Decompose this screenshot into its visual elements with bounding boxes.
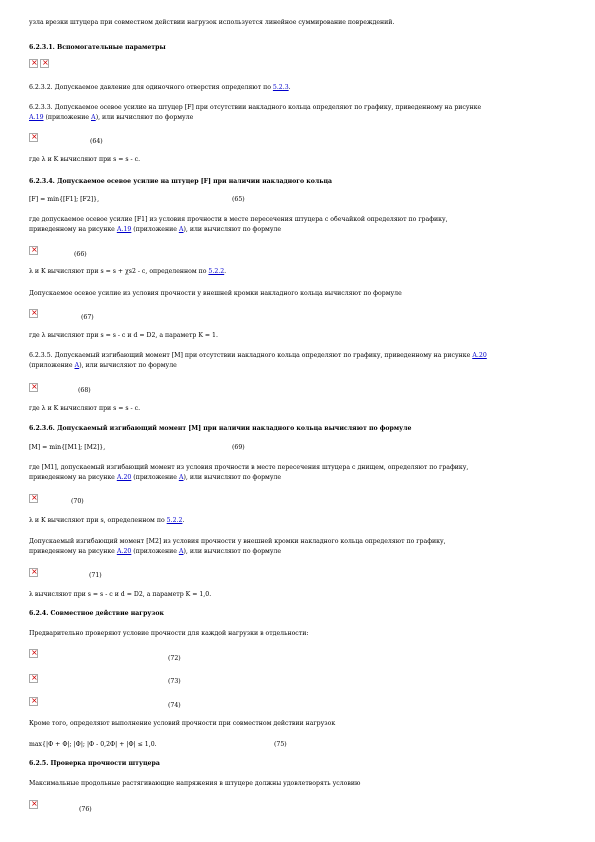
- equation-number: (69): [232, 444, 245, 451]
- section-heading-6234: 6.2.3.4. Допускаемое осевое усилие на штуцер [F] при наличии накладного кольца: [29, 178, 333, 185]
- formula-images: [29, 59, 49, 68]
- paragraph-6232: 6.2.3.2. Допускаемое давление для одиночного отверстия определяют по 5.2.3.: [29, 84, 291, 91]
- paragraph-line: приведенному на рисунке А.19 (приложение А), или вычисляют по формуле: [29, 226, 282, 233]
- equation-number: (72): [168, 655, 181, 662]
- link-appendix-a[interactable]: А: [74, 362, 80, 369]
- paragraph-line: узла врезки штуцера при совместном действии нагрузок используется линейное суммирование повреждений.: [29, 19, 395, 26]
- equation-number: (73): [168, 678, 181, 685]
- equation-number: (76): [79, 806, 92, 813]
- link-figure-a20[interactable]: А.20: [116, 474, 132, 481]
- where-line: λ вычисляют при s = s - c и d = D2, а параметр K = 1,0.: [29, 591, 212, 598]
- equation-number: (71): [89, 572, 102, 579]
- paragraph-6235: 6.2.3.5. Допускаемый изгибающий момент [M] при отсутствии накладного кольца определяют по графику, приведенному на рисунке А.20: [29, 352, 487, 359]
- broken-image-icon: [29, 674, 38, 683]
- section-heading-6236: 6.2.3.6. Допускаемый изгибающий момент [M] при наличии накладного кольца вычисляют по формуле: [29, 425, 412, 432]
- paragraph-line: приведенному на рисунке А.20 (приложение А), или вычисляют по формуле: [29, 548, 282, 555]
- paragraph-line: λ и K вычисляют при s, определенном по 5.2.2.: [29, 517, 185, 524]
- broken-image-icon: [29, 697, 38, 706]
- paragraph-6233: 6.2.3.3. Допускаемое осевое усилие на штуцер [F] при отсутствии накладного кольца определяют по графику, приведенному на рисунке: [29, 104, 482, 111]
- broken-image-icon: [29, 494, 38, 503]
- link-appendix-a[interactable]: А: [178, 474, 184, 481]
- equation-number: (65): [232, 196, 245, 203]
- equation-number: (64): [90, 138, 103, 145]
- section-heading-6231: 6.2.3.1. Вспомогательные параметры: [29, 44, 166, 51]
- link-appendix-a[interactable]: А: [178, 226, 184, 233]
- broken-image-icon: [29, 649, 38, 658]
- paragraph-line: Максимальные продольные растягивающие напряжения в штуцере должны удовлетворять условию: [29, 780, 361, 787]
- broken-image-icon: [29, 800, 38, 809]
- paragraph-line: где допускаемое осевое усилие [F1] из условия прочности в месте пересечения штуцера с обечайкой определяют по графику,: [29, 216, 448, 223]
- equation-number: (70): [71, 498, 84, 505]
- formula-line: max{|Ф + Ф|; |Ф|; |Ф - 0,2Ф| + |Ф| ≤ 1,0.: [29, 741, 157, 748]
- broken-image-icon: [40, 59, 49, 68]
- equation-number: (75): [274, 741, 287, 748]
- where-line: где λ вычисляют при s = s - c и d = D2, а параметр K = 1.: [29, 332, 218, 339]
- section-heading-624: 6.2.4. Совместное действие нагрузок: [29, 610, 164, 617]
- equation-number: (66): [74, 251, 87, 258]
- paragraph-line: λ и K вычисляют при s = s + χs2 - c, определенном по 5.2.2.: [29, 268, 227, 275]
- equation-number: (67): [81, 314, 94, 321]
- equation-number: (68): [78, 387, 91, 394]
- paragraph-line: приведенному на рисунке А.20 (приложение А), или вычисляют по формуле: [29, 474, 282, 481]
- link-figure-a19[interactable]: А.19: [29, 114, 44, 121]
- link-figure-a20[interactable]: А.20: [472, 352, 487, 359]
- formula-line: [F] = min{[F1]; [F2]},: [29, 196, 100, 203]
- broken-image-icon: [29, 133, 38, 142]
- paragraph-6233-cont: А.19 (приложение А), или вычисляют по формуле: [29, 114, 194, 121]
- link-5-2-2[interactable]: 5.2.2: [166, 517, 183, 524]
- section-heading-625: 6.2.5. Проверка прочности штуцера: [29, 760, 160, 767]
- broken-image-icon: [29, 309, 38, 318]
- link-figure-a19[interactable]: А.19: [116, 226, 132, 233]
- link-appendix-a[interactable]: А: [91, 114, 96, 121]
- broken-image-icon: [29, 383, 38, 392]
- where-line: где λ и K вычисляют при s = s - c.: [29, 405, 141, 412]
- link-5-2-3[interactable]: 5.2.3: [272, 84, 289, 91]
- link-5-2-2[interactable]: 5.2.2: [208, 268, 225, 275]
- paragraph-line: Допускаемое осевое усилие из условия прочности у внешней кромки накладного кольца вычисляют по формуле: [29, 290, 402, 297]
- paragraph-line: где [M1], допускаемый изгибающий момент из условия прочности в месте пересечения штуцера с днищем, определяют по графику,: [29, 464, 469, 471]
- where-line: где λ и K вычисляют при s = s - c.: [29, 156, 141, 163]
- paragraph-line: Кроме того, определяют выполнение условий прочности при совместном действии нагрузок: [29, 720, 336, 727]
- formula-line: [M] = min{[M1]; [M2]},: [29, 444, 106, 451]
- broken-image-icon: [29, 246, 38, 255]
- paragraph-line: Допускаемый изгибающий момент [M2] из условия прочности у внешней кромки накладного кольца определяют по графику,: [29, 538, 446, 545]
- broken-image-icon: [29, 59, 38, 68]
- link-figure-a20[interactable]: А.20: [116, 548, 132, 555]
- broken-image-icon: [29, 568, 38, 577]
- link-appendix-a[interactable]: А: [178, 548, 184, 555]
- paragraph-line: Предварительно проверяют условие прочности для каждой нагрузки в отдельности:: [29, 630, 309, 637]
- paragraph-6235-cont: (приложение А), или вычисляют по формуле: [29, 362, 177, 369]
- equation-number: (74): [168, 702, 181, 709]
